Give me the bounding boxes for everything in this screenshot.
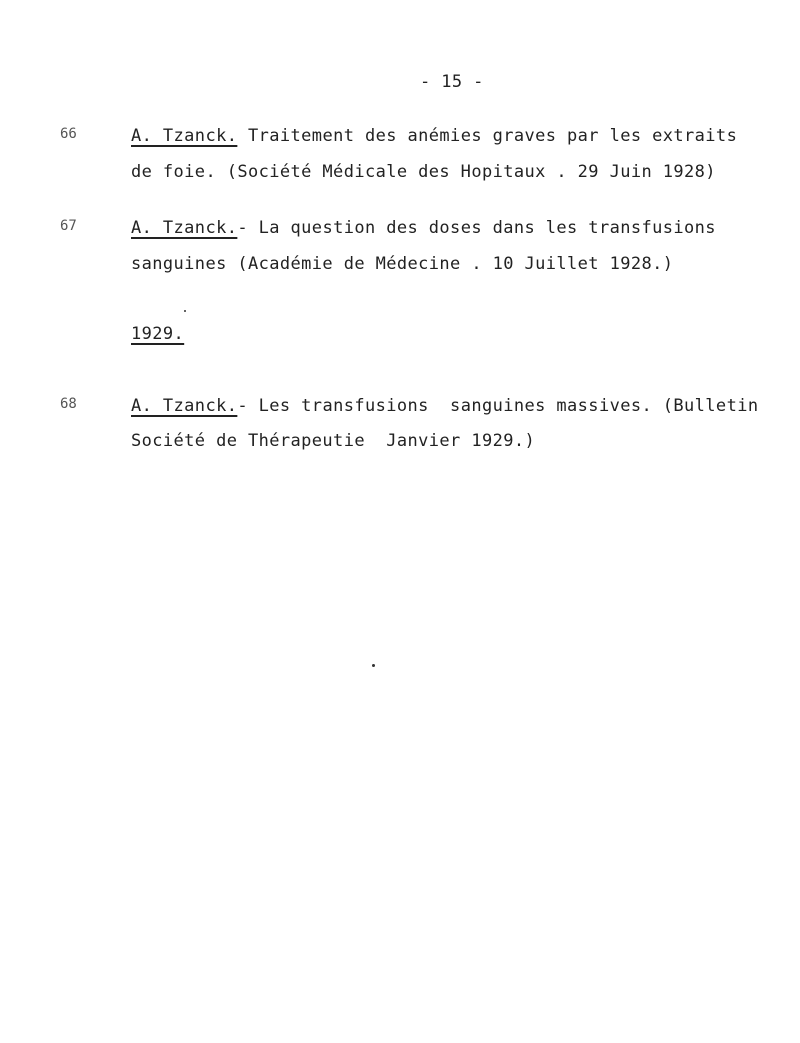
entry-author: A. Tzanck. <box>131 396 238 416</box>
year-heading: 1929. <box>131 324 185 344</box>
ink-speck <box>372 664 375 667</box>
entry-author: A. Tzanck. <box>131 126 238 146</box>
entry-number: 66 <box>60 126 77 142</box>
entry-number: 68 <box>60 396 77 412</box>
page-number: - 15 - <box>420 72 484 92</box>
entry-title: Traitement des anémies graves par les extraits <box>237 126 738 146</box>
entry-author: A. Tzanck. <box>131 218 238 238</box>
entry-line-1 <box>131 126 737 146</box>
entry-title: - La question des doses dans les transfusions <box>237 218 716 238</box>
entry-line-1 <box>131 218 716 238</box>
ink-speck <box>184 310 186 312</box>
entry-line-2: de foie. (Société Médicale des Hopitaux . 29 Juin 1928) <box>131 162 716 182</box>
entry-title: - Les transfusions sanguines massives. (Bulletin <box>237 396 759 416</box>
entry-line-2: Société de Thérapeutie Janvier 1929.) <box>131 431 536 451</box>
entry-number: 67 <box>60 218 77 234</box>
entry-line-2: sanguines (Académie de Médecine . 10 Juillet 1928.) <box>131 254 674 274</box>
entry-line-1 <box>131 396 758 416</box>
